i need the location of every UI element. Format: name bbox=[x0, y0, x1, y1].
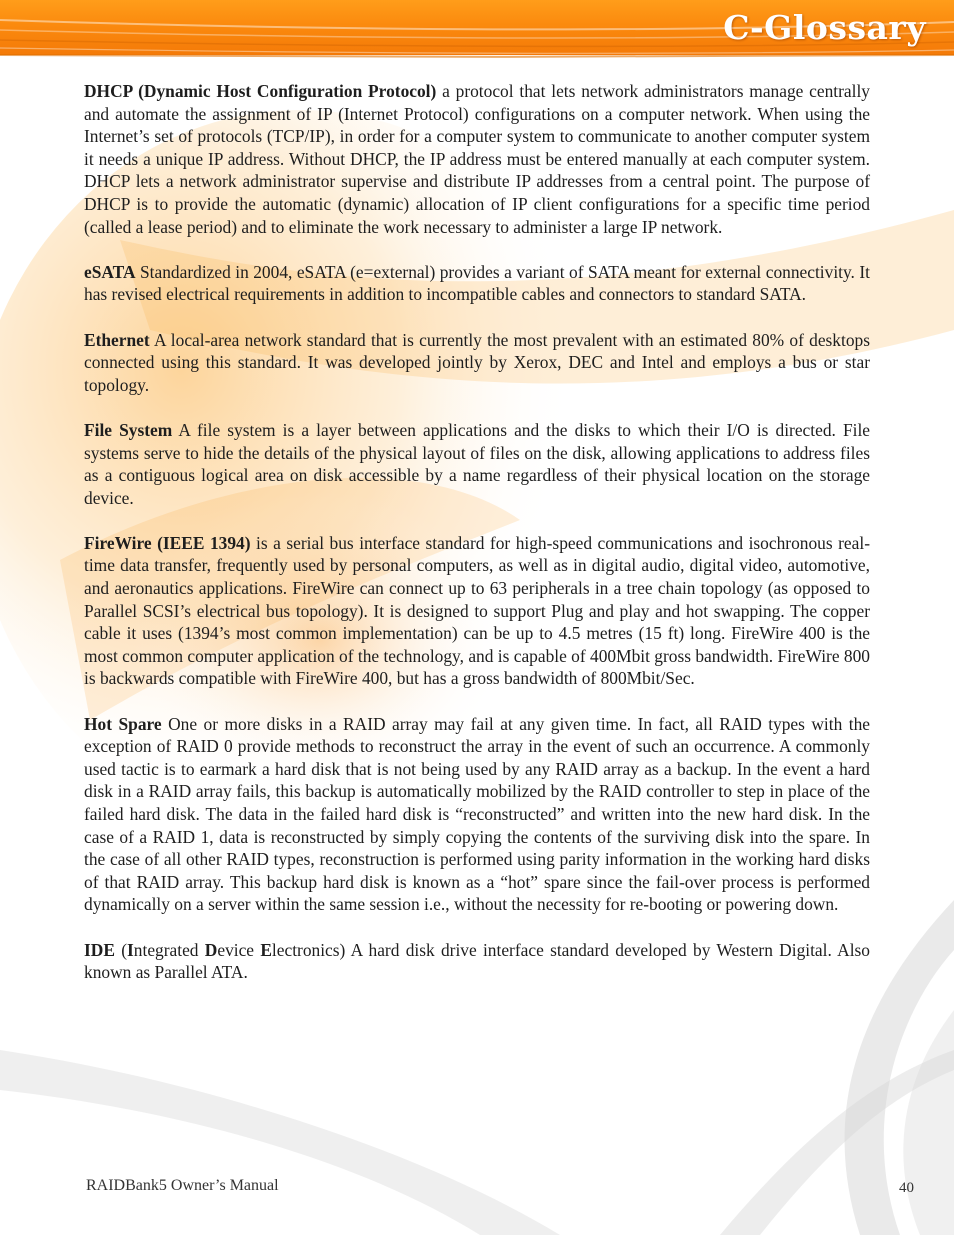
glossary-term: Ethernet bbox=[84, 329, 150, 350]
ide-expansion-part: ( bbox=[121, 939, 128, 960]
glossary-definition: A file system is a layer between applications and the disks to which their I/O is directed. File systems serve to hide the details of the physical layout of files on the disk, allowing applications to address files as a contiguous logical area on disk accessible by a name regardless of their physical location on the storage device. bbox=[84, 419, 870, 508]
glossary-term: eSATA bbox=[84, 261, 136, 282]
ide-expansion-initial: I bbox=[127, 939, 134, 960]
ide-expansion-part: evice bbox=[217, 939, 261, 960]
glossary-definition: a protocol that lets network administrators manage centrally and automate the assignment of IP (Internet Protocol) configurations on a computer network. When using the Internet’s set of protocols (TCP/IP), in order for a computer system to communicate to another computer system it needs a unique IP address. Without DHCP, the IP address must be entered manually at each computer system. DHCP lets a network administrator supervise and distribute IP addresses from a central point. The purpose of DHCP is to provide the automatic (dynamic) allocation of IP client configurations for a specific time period (called a lease period) and to eliminate the work necessary to administer a large IP network. bbox=[84, 81, 870, 237]
ide-expansion-initial: D bbox=[204, 939, 218, 960]
glossary-term: FireWire (IEEE 1394) bbox=[84, 532, 251, 553]
glossary-entry-dhcp bbox=[84, 80, 870, 238]
glossary-definition: A local-area network standard that is currently the most prevalent with an estimated 80% of desktops connected using this standard. It was developed jointly by Xerox, DEC and Intel and employs a bus or star topology. bbox=[84, 329, 870, 395]
glossary-entry-file-system bbox=[84, 419, 870, 509]
page-number: 40 bbox=[899, 1180, 914, 1196]
glossary-entry-hot-spare bbox=[84, 713, 870, 916]
glossary-definition: is a serial bus interface standard for high-speed communications and isochronous real-time data transfer, frequently used by personal computers, as well as in digital audio, digital video, automotive, and aeronautics applications. FireWire can connect up to 63 peripherals in a tree chain topology (as opposed to Parallel SCSI’s electrical bus topology). It is designed to support Plug and play and hot swapping. The copper cable it uses (1394’s most common implementation) can be up to 4.5 metres (15 ft) long. FireWire 400 is the most common computer application of the technology, and is capable of 400Mbit gross bandwidth. FireWire 800 is backwards compatible with FireWire 400, but has a gross bandwidth of 800Mbit/Sec. bbox=[84, 532, 870, 689]
glossary-entry-esata bbox=[84, 261, 870, 306]
glossary-entry-ide bbox=[84, 939, 870, 984]
glossary-definition: Standardized in 2004, eSATA (e=external) provides a variant of SATA meant for external connectivity. It has revised electrical requirements in addition to incompatible cables and connectors to standard SATA. bbox=[84, 261, 870, 305]
ide-expansion-part: ntegrated bbox=[133, 939, 205, 960]
glossary-entry-firewire bbox=[84, 532, 870, 690]
glossary-definition: A hard disk drive interface standard developed by Western Digital. Also known as Parallel ATA. bbox=[84, 939, 870, 983]
ide-expansion-initial: E bbox=[260, 939, 272, 960]
glossary-term: IDE bbox=[84, 939, 115, 960]
page-title: C-Glossary bbox=[723, 8, 926, 47]
glossary-definition: One or more disks in a RAID array may fail at any given time. In fact, all RAID types with the exception of RAID 0 provide methods to reconstruct the array in the event of such an occurrence. A commonly used tactic is to earmark a hard disk that is not being used by any RAID array as a backup. In the event a hard disk in a RAID array fails, this backup is automatically mobilized by the RAID controller to step in place of the failed hard disk. The data in the failed hard disk is “reconstructed” and written into the new hard disk. In the case of a RAID 1, data is reconstructed by simply copying the contents of the surviving disk into the spare. In the case of all other RAID types, reconstruction is performed using parity information in the working hard disks of that RAID array. This backup hard disk is known as a “hot” spare since the fail-over process is performed dynamically on a server within the same session i.e., without the necessity for re-booting or powering down. bbox=[84, 713, 870, 915]
ide-expansion bbox=[121, 940, 345, 960]
glossary-content bbox=[84, 80, 870, 1006]
glossary-term: Hot Spare bbox=[84, 713, 162, 734]
ide-expansion-part: lectronics) bbox=[271, 939, 346, 960]
glossary-term: DHCP (Dynamic Host Configuration Protocol) bbox=[84, 81, 437, 101]
glossary-term: File System bbox=[84, 419, 173, 440]
footer-manual-title: RAIDBank5 Owner’s Manual bbox=[86, 1177, 279, 1194]
glossary-entry-ethernet bbox=[84, 329, 870, 397]
